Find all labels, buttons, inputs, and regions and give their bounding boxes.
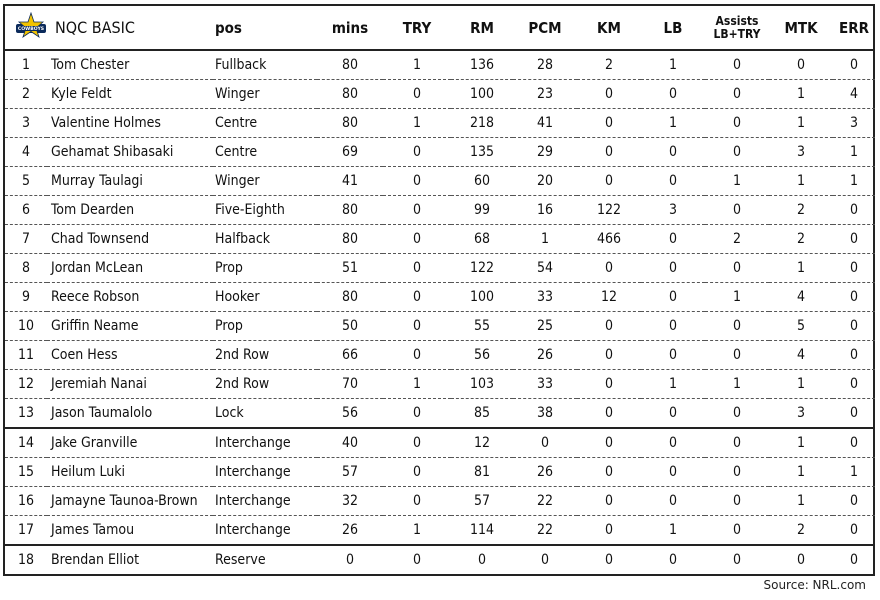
rm-cell: 99 bbox=[451, 196, 513, 225]
km-cell: 0 bbox=[577, 428, 641, 458]
assists-cell: 0 bbox=[705, 109, 769, 138]
rm-cell: 136 bbox=[451, 50, 513, 80]
try-cell: 1 bbox=[383, 109, 451, 138]
table-row bbox=[5, 138, 875, 167]
assists-cell: 0 bbox=[705, 50, 769, 80]
mtk-cell: 1 bbox=[769, 80, 833, 109]
player-name: Brendan Elliot bbox=[51, 552, 140, 568]
table-row bbox=[5, 109, 875, 138]
pcm-cell: 0 bbox=[513, 428, 577, 458]
mtk-cell: 4 bbox=[769, 283, 833, 312]
rm-cell: 100 bbox=[451, 80, 513, 109]
table-row bbox=[5, 225, 875, 254]
mins-cell: 80 bbox=[317, 80, 383, 109]
table-row bbox=[5, 370, 875, 399]
try-cell: 0 bbox=[383, 225, 451, 254]
mtk-cell: 3 bbox=[769, 399, 833, 429]
rm-cell: 55 bbox=[451, 312, 513, 341]
table-row bbox=[5, 487, 875, 516]
try-cell: 0 bbox=[383, 80, 451, 109]
mins-cell: 80 bbox=[317, 50, 383, 80]
table-row bbox=[5, 196, 875, 225]
row-number: 9 bbox=[5, 283, 47, 312]
player-name: Murray Taulagi bbox=[47, 167, 213, 196]
pcm-cell: 22 bbox=[513, 487, 577, 516]
mtk-cell: 3 bbox=[769, 138, 833, 167]
mtk-cell: 5 bbox=[769, 312, 833, 341]
try-cell: 0 bbox=[383, 399, 451, 429]
assists-cell: 0 bbox=[705, 399, 769, 429]
mins-cell: 69 bbox=[317, 138, 383, 167]
mtk-cell: 4 bbox=[769, 341, 833, 370]
team-header bbox=[5, 6, 213, 50]
km-cell: 0 bbox=[577, 80, 641, 109]
row-number: 18 bbox=[17, 552, 35, 568]
player-name: Gehamat Shibasaki bbox=[47, 138, 213, 167]
try-cell: 0 bbox=[383, 312, 451, 341]
assists-cell: 0 bbox=[705, 516, 769, 546]
pcm-cell: 28 bbox=[513, 50, 577, 80]
player-position: Five-Eighth bbox=[213, 196, 317, 225]
col-lb: LB bbox=[641, 6, 705, 50]
col-mtk: MTK bbox=[769, 6, 833, 50]
err-cell: 1 bbox=[833, 138, 875, 167]
row-number: 6 bbox=[5, 196, 47, 225]
try-cell: 0 bbox=[383, 428, 451, 458]
assists-cell: 0 bbox=[705, 138, 769, 167]
player-position: 2nd Row bbox=[213, 370, 317, 399]
rm-cell: 135 bbox=[451, 138, 513, 167]
mtk-cell: 1 bbox=[769, 487, 833, 516]
km-cell: 122 bbox=[577, 196, 641, 225]
pcm-cell: 20 bbox=[513, 167, 577, 196]
err-cell: 0 bbox=[833, 225, 875, 254]
row-number: 17 bbox=[5, 516, 47, 546]
player-position: Fullback bbox=[213, 50, 317, 80]
lb-cell: 1 bbox=[641, 109, 705, 138]
mins-cell: 80 bbox=[317, 225, 383, 254]
mins-cell: 80 bbox=[317, 196, 383, 225]
try-cell: 0 bbox=[412, 552, 421, 568]
mtk-cell: 0 bbox=[769, 50, 833, 80]
player-position: Lock bbox=[213, 399, 317, 429]
mtk-cell: 2 bbox=[769, 196, 833, 225]
mtk-cell: 2 bbox=[769, 225, 833, 254]
lb-cell: 0 bbox=[641, 399, 705, 429]
lb-cell: 0 bbox=[668, 552, 677, 568]
player-name: Jake Granville bbox=[47, 428, 213, 458]
err-cell: 0 bbox=[833, 283, 875, 312]
player-name: Chad Townsend bbox=[47, 225, 213, 254]
table-row bbox=[5, 50, 875, 80]
mins-cell: 41 bbox=[317, 167, 383, 196]
player-name: Jamayne Taunoa-Brown bbox=[47, 487, 213, 516]
km-cell: 0 bbox=[577, 138, 641, 167]
row-number: 7 bbox=[5, 225, 47, 254]
km-cell: 12 bbox=[577, 283, 641, 312]
row-number: 1 bbox=[5, 50, 47, 80]
mins-cell: 80 bbox=[317, 283, 383, 312]
mtk-cell: 1 bbox=[769, 167, 833, 196]
table-row bbox=[5, 167, 875, 196]
mins-cell: 70 bbox=[317, 370, 383, 399]
player-position: Interchange bbox=[213, 487, 317, 516]
table-row bbox=[5, 458, 875, 487]
player-position: Interchange bbox=[213, 458, 317, 487]
table-body bbox=[5, 50, 875, 574]
try-cell: 0 bbox=[383, 283, 451, 312]
lb-cell: 3 bbox=[641, 196, 705, 225]
km-cell: 2 bbox=[577, 50, 641, 80]
mtk-cell: 1 bbox=[769, 109, 833, 138]
rm-cell: 114 bbox=[451, 516, 513, 546]
lb-cell: 0 bbox=[641, 80, 705, 109]
col-km: KM bbox=[577, 6, 641, 50]
err-cell: 0 bbox=[833, 370, 875, 399]
mins-cell: 56 bbox=[317, 399, 383, 429]
try-cell: 0 bbox=[383, 196, 451, 225]
pcm-cell: 54 bbox=[513, 254, 577, 283]
err-cell: 1 bbox=[833, 167, 875, 196]
mins-cell: 51 bbox=[317, 254, 383, 283]
player-stats-table bbox=[5, 6, 875, 574]
player-name: Jordan McLean bbox=[47, 254, 213, 283]
col-try: TRY bbox=[383, 6, 451, 50]
km-cell: 0 bbox=[577, 312, 641, 341]
player-position: Winger bbox=[213, 80, 317, 109]
player-position: Reserve bbox=[215, 552, 266, 568]
mtk-cell: 2 bbox=[769, 516, 833, 546]
km-cell: 0 bbox=[577, 487, 641, 516]
err-cell: 0 bbox=[833, 341, 875, 370]
try-cell: 0 bbox=[383, 138, 451, 167]
player-position: Winger bbox=[213, 167, 317, 196]
assists-cell: 1 bbox=[705, 370, 769, 399]
rm-cell: 218 bbox=[451, 109, 513, 138]
col-assists-line1: Assists bbox=[715, 13, 759, 28]
err-cell: 3 bbox=[833, 109, 875, 138]
err-cell: 0 bbox=[833, 312, 875, 341]
lb-cell: 0 bbox=[641, 225, 705, 254]
col-mins: mins bbox=[317, 6, 383, 50]
mtk-cell: 1 bbox=[769, 370, 833, 399]
team-name: NQC BASIC bbox=[55, 18, 135, 37]
lb-cell: 0 bbox=[641, 312, 705, 341]
assists-cell: 0 bbox=[705, 458, 769, 487]
pcm-cell: 25 bbox=[513, 312, 577, 341]
err-cell: 0 bbox=[833, 254, 875, 283]
rm-cell: 56 bbox=[451, 341, 513, 370]
col-err: ERR bbox=[833, 6, 875, 50]
rm-cell: 57 bbox=[451, 487, 513, 516]
table-row bbox=[5, 80, 875, 109]
col-rm: RM bbox=[451, 6, 513, 50]
table-row bbox=[5, 283, 875, 312]
table-row bbox=[5, 428, 875, 458]
player-name: Reece Robson bbox=[47, 283, 213, 312]
col-assists bbox=[705, 6, 769, 50]
lb-cell: 0 bbox=[641, 487, 705, 516]
player-position: Hooker bbox=[213, 283, 317, 312]
table-row bbox=[5, 254, 875, 283]
lb-cell: 0 bbox=[641, 138, 705, 167]
pcm-cell: 23 bbox=[513, 80, 577, 109]
assists-cell: 0 bbox=[705, 487, 769, 516]
row-number: 2 bbox=[5, 80, 47, 109]
try-cell: 1 bbox=[383, 50, 451, 80]
km-cell: 0 bbox=[577, 458, 641, 487]
player-position: Interchange bbox=[213, 428, 317, 458]
table-row bbox=[5, 341, 875, 370]
lb-cell: 0 bbox=[641, 428, 705, 458]
player-position: Interchange bbox=[213, 516, 317, 546]
mtk-cell: 1 bbox=[769, 254, 833, 283]
table-row bbox=[5, 312, 875, 341]
try-cell: 0 bbox=[383, 341, 451, 370]
player-name: Heilum Luki bbox=[47, 458, 213, 487]
pcm-cell: 22 bbox=[513, 516, 577, 546]
err-cell: 0 bbox=[833, 399, 875, 429]
pcm-cell: 0 bbox=[540, 552, 549, 568]
rm-cell: 85 bbox=[451, 399, 513, 429]
mtk-cell: 0 bbox=[796, 552, 805, 568]
table-row bbox=[5, 516, 875, 546]
try-cell: 0 bbox=[383, 167, 451, 196]
assists-cell: 1 bbox=[705, 283, 769, 312]
assists-cell: 0 bbox=[705, 196, 769, 225]
pcm-cell: 33 bbox=[513, 370, 577, 399]
player-name: Jeremiah Nanai bbox=[47, 370, 213, 399]
lb-cell: 0 bbox=[641, 283, 705, 312]
km-cell: 0 bbox=[577, 109, 641, 138]
km-cell: 0 bbox=[577, 516, 641, 546]
player-position: Prop bbox=[213, 312, 317, 341]
try-cell: 0 bbox=[383, 487, 451, 516]
player-name: Griffin Neame bbox=[47, 312, 213, 341]
row-number: 11 bbox=[5, 341, 47, 370]
row-number: 4 bbox=[5, 138, 47, 167]
lb-cell: 1 bbox=[641, 370, 705, 399]
mins-cell: 66 bbox=[317, 341, 383, 370]
player-name: Tom Dearden bbox=[47, 196, 213, 225]
mins-cell: 26 bbox=[317, 516, 383, 546]
row-number: 13 bbox=[5, 399, 47, 429]
row-number: 12 bbox=[5, 370, 47, 399]
lb-cell: 0 bbox=[641, 458, 705, 487]
player-position: Halfback bbox=[213, 225, 317, 254]
assists-cell: 0 bbox=[705, 312, 769, 341]
assists-cell: 0 bbox=[732, 552, 741, 568]
km-cell: 0 bbox=[577, 370, 641, 399]
row-number: 14 bbox=[5, 428, 47, 458]
lb-cell: 0 bbox=[641, 341, 705, 370]
assists-cell: 0 bbox=[705, 254, 769, 283]
mins-cell: 80 bbox=[317, 109, 383, 138]
lb-cell: 0 bbox=[641, 167, 705, 196]
assists-cell: 1 bbox=[705, 167, 769, 196]
try-cell: 1 bbox=[383, 370, 451, 399]
cowboys-logo-icon bbox=[15, 12, 47, 44]
col-pcm: PCM bbox=[513, 6, 577, 50]
pcm-cell: 26 bbox=[513, 341, 577, 370]
header-row bbox=[5, 6, 875, 50]
pcm-cell: 33 bbox=[513, 283, 577, 312]
mtk-cell: 1 bbox=[769, 458, 833, 487]
pcm-cell: 38 bbox=[513, 399, 577, 429]
err-cell: 0 bbox=[833, 196, 875, 225]
assists-cell: 0 bbox=[705, 428, 769, 458]
table-row bbox=[5, 545, 875, 574]
pcm-cell: 41 bbox=[513, 109, 577, 138]
mins-cell: 32 bbox=[317, 487, 383, 516]
err-cell: 0 bbox=[833, 428, 875, 458]
rm-cell: 103 bbox=[451, 370, 513, 399]
mins-cell: 0 bbox=[345, 552, 354, 568]
try-cell: 0 bbox=[383, 458, 451, 487]
err-cell: 1 bbox=[833, 458, 875, 487]
pcm-cell: 29 bbox=[513, 138, 577, 167]
row-number: 15 bbox=[5, 458, 47, 487]
rm-cell: 100 bbox=[451, 283, 513, 312]
err-cell: 0 bbox=[833, 516, 875, 546]
err-cell: 4 bbox=[833, 80, 875, 109]
assists-cell: 0 bbox=[705, 341, 769, 370]
mins-cell: 57 bbox=[317, 458, 383, 487]
row-number: 8 bbox=[5, 254, 47, 283]
err-cell: 0 bbox=[833, 487, 875, 516]
rm-cell: 81 bbox=[451, 458, 513, 487]
player-position: 2nd Row bbox=[213, 341, 317, 370]
rm-cell: 68 bbox=[451, 225, 513, 254]
row-number: 5 bbox=[5, 167, 47, 196]
rm-cell: 60 bbox=[451, 167, 513, 196]
player-name: Valentine Holmes bbox=[47, 109, 213, 138]
mins-cell: 50 bbox=[317, 312, 383, 341]
source-note: Source: NRL.com bbox=[763, 578, 866, 592]
player-position: Prop bbox=[213, 254, 317, 283]
km-cell: 466 bbox=[577, 225, 641, 254]
col-assists-line2: LB+TRY bbox=[713, 26, 761, 41]
rm-cell: 122 bbox=[451, 254, 513, 283]
err-cell: 0 bbox=[849, 552, 858, 568]
player-position: Centre bbox=[213, 138, 317, 167]
km-cell: 0 bbox=[604, 552, 613, 568]
col-pos: pos bbox=[213, 6, 317, 50]
player-name: Tom Chester bbox=[47, 50, 213, 80]
svg-text:COWBOYS: COWBOYS bbox=[17, 26, 45, 32]
km-cell: 0 bbox=[577, 399, 641, 429]
row-number: 16 bbox=[5, 487, 47, 516]
pcm-cell: 26 bbox=[513, 458, 577, 487]
rm-cell: 0 bbox=[477, 552, 486, 568]
mins-cell: 40 bbox=[317, 428, 383, 458]
mtk-cell: 1 bbox=[769, 428, 833, 458]
assists-cell: 0 bbox=[705, 80, 769, 109]
table-row bbox=[5, 399, 875, 429]
row-number: 10 bbox=[5, 312, 47, 341]
lb-cell: 1 bbox=[641, 50, 705, 80]
km-cell: 0 bbox=[577, 341, 641, 370]
pcm-cell: 16 bbox=[513, 196, 577, 225]
err-cell: 0 bbox=[833, 50, 875, 80]
stats-table-frame bbox=[3, 4, 875, 576]
player-name: Jason Taumalolo bbox=[47, 399, 213, 429]
try-cell: 1 bbox=[383, 516, 451, 546]
player-name: Coen Hess bbox=[47, 341, 213, 370]
try-cell: 0 bbox=[383, 254, 451, 283]
km-cell: 0 bbox=[577, 254, 641, 283]
rm-cell: 12 bbox=[451, 428, 513, 458]
lb-cell: 1 bbox=[641, 516, 705, 546]
player-position: Centre bbox=[213, 109, 317, 138]
lb-cell: 0 bbox=[641, 254, 705, 283]
assists-cell: 2 bbox=[705, 225, 769, 254]
player-name: James Tamou bbox=[47, 516, 213, 546]
player-name: Kyle Feldt bbox=[47, 80, 213, 109]
row-number: 3 bbox=[5, 109, 47, 138]
km-cell: 0 bbox=[577, 167, 641, 196]
pcm-cell: 1 bbox=[513, 225, 577, 254]
